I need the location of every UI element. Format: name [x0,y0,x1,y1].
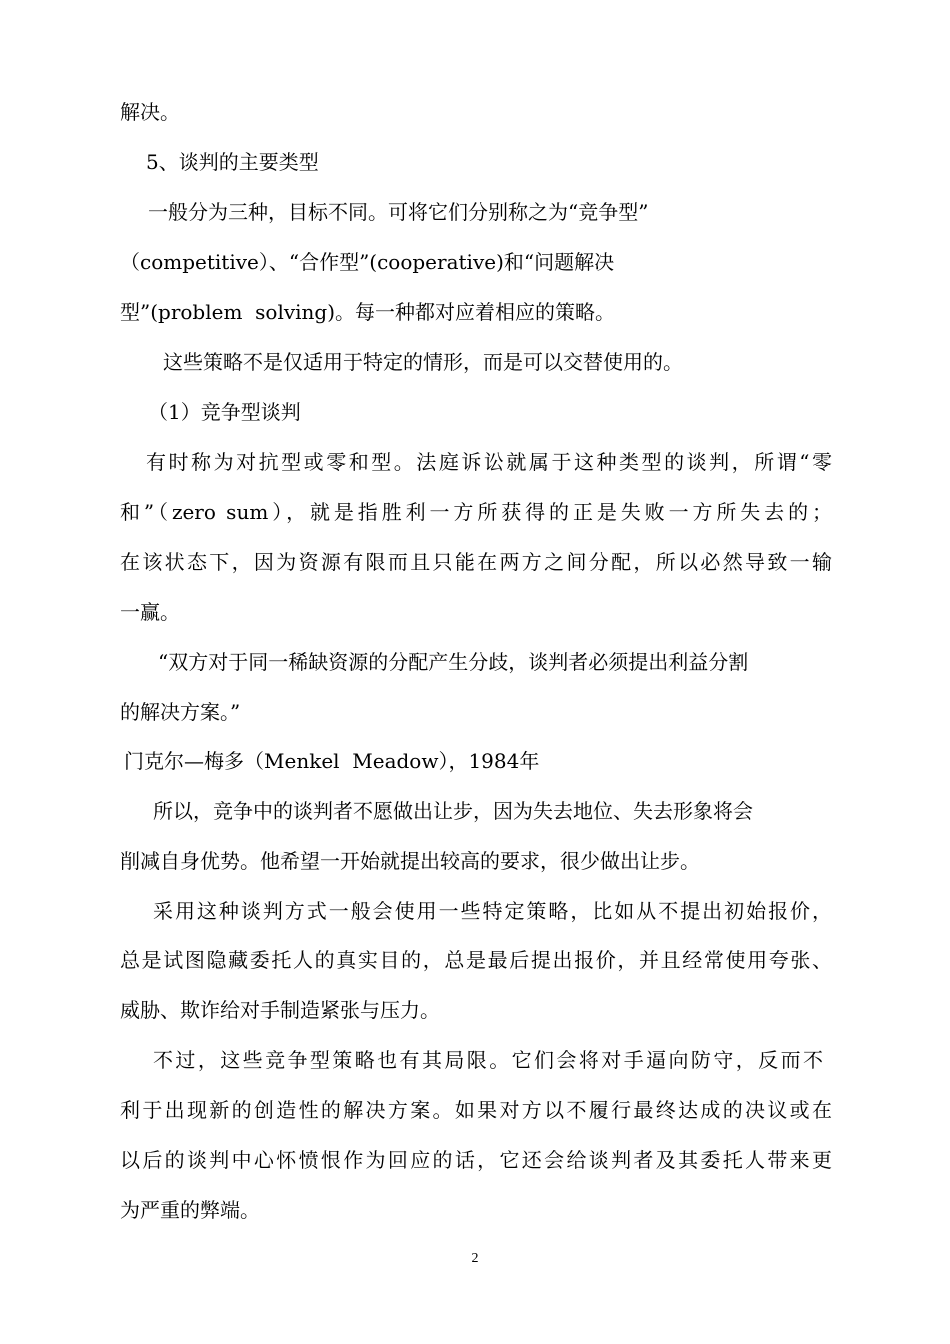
text-line: 一般分为三种，目标不同。可将它们分别称之为“竞争型” [148,200,649,224]
text-line: （competitive）、“合作型”(cooperative)和“问题解决 [120,250,615,274]
citation-line: 门克尔—梅多（Menkel Meadow），1984年 [124,749,540,773]
text-line: 利于出现新的创造性的解决方案。如果对方以不履行最终达成的决议或在 [120,1098,832,1122]
text-line: 不过，这些竞争型策略也有其局限。它们会将对手逼向防守，反而不 [153,1048,823,1072]
text-line: 一赢。 [120,600,180,624]
text-line: 采用这种谈判方式一般会使用一些特定策略，比如从不提出初始报价， [153,899,832,923]
text-line: 有时称为对抗型或零和型。法庭诉讼就属于这种类型的谈判，所谓“零 [146,450,832,474]
section-heading: 5、谈判的主要类型 [146,150,319,174]
text-line: 解决。 [120,100,180,124]
quote-line: 的解决方案。” [120,700,241,724]
text-line: 和”（zero sum），就是指胜利一方所获得的正是失败一方所失去的； [120,500,832,524]
quote-line: “双方对于同一稀缺资源的分配产生分歧，谈判者必须提出利益分割 [158,650,749,674]
text-line: 威胁、欺诈给对手制造紧张与压力。 [120,998,440,1022]
text-line: 削减自身优势。他希望一开始就提出较高的要求，很少做出让步。 [120,849,700,873]
text-line: 在该状态下，因为资源有限而且只能在两方之间分配，所以必然导致一输 [120,550,832,574]
text-line: 总是试图隐藏委托人的真实目的，总是最后提出报价，并且经常使用夸张、 [120,948,832,972]
text-line: 为严重的弊端。 [120,1198,260,1222]
text-line: 型”(problem solving)。每一种都对应着相应的策略。 [120,300,616,324]
text-line: 这些策略不是仅适用于特定的情形，而是可以交替使用的。 [163,350,683,374]
page-number: 2 [471,1251,479,1266]
subsection-heading: （1）竞争型谈判 [148,400,301,424]
text-line: 以后的谈判中心怀愤恨作为回应的话，它还会给谈判者及其委托人带来更 [120,1148,832,1172]
text-line: 所以，竞争中的谈判者不愿做出让步，因为失去地位、失去形象将会 [153,799,753,823]
